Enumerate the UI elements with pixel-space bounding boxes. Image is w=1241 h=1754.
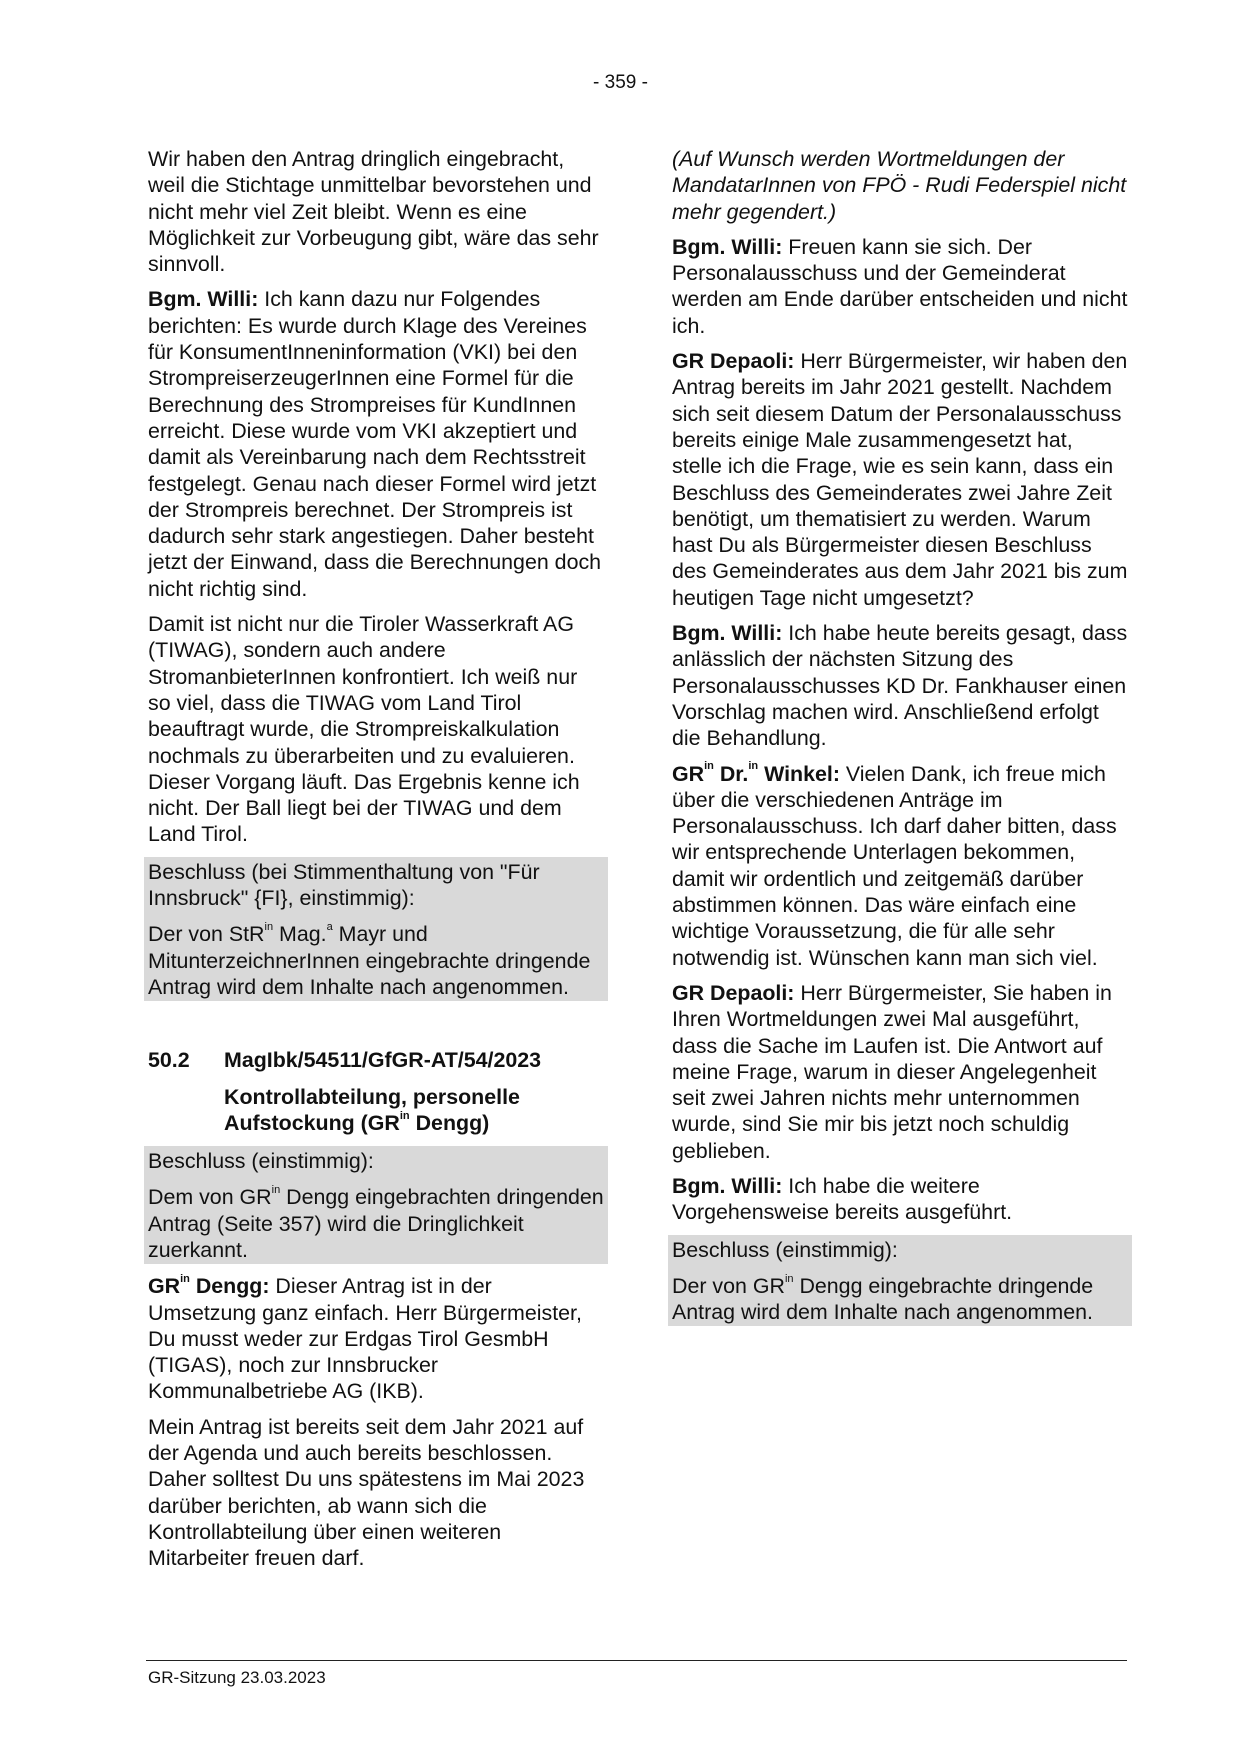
- speaker-name: Bgm. Willi:: [672, 234, 783, 259]
- superscript: in: [264, 921, 274, 934]
- page-number: - 359 -: [593, 72, 648, 93]
- superscript: in: [704, 760, 714, 773]
- resolution-text: [148, 1184, 604, 1263]
- speaker-name: Bgm. Willi:: [672, 1173, 783, 1198]
- agenda-heading: [148, 1047, 604, 1073]
- speech-text: Ich habe heute bereits gesagt, dass anlässlich der nächsten Sitzung des Personalausschusses KD Dr. Fankhauser einen Vorschlag machen wird. Anschließend erfolgt die Behandlung.: [672, 621, 1128, 751]
- paragraph: Wir haben den Antrag dringlich eingebracht, weil die Stichtage unmittelbar bevorstehen und nicht mehr viel Zeit bleibt. Wenn es eine Möglichkeit zur Vorbeugung gibt, wäre das sehr sinnvoll.: [148, 147, 599, 277]
- text-part: Dengg eingebrachten dringenden Antrag (Seite 357) wird die Dringlichkeit zuerkannt.: [148, 1185, 604, 1262]
- text-part: Dr.: [713, 761, 749, 786]
- resolution-text: [672, 1273, 1128, 1326]
- speech-gr-depaoli: [672, 980, 1128, 1164]
- superscript: in: [748, 760, 759, 773]
- resolution-text: [148, 921, 604, 1000]
- superscript: in: [180, 1273, 190, 1286]
- resolution-box: [144, 1146, 608, 1264]
- footer-session-date: GR-Sitzung 23.03.2023: [148, 1668, 326, 1687]
- superscript: in: [784, 1272, 794, 1285]
- superscript: in: [399, 1109, 410, 1122]
- speaker-name: Bgm. Willi:: [148, 287, 259, 312]
- speech-text: Dieser Antrag ist in der Umsetzung ganz einfach. Herr Bürgermeister, Du musst weder zur Erdgas Tirol GesmbH (TIGAS), noch zur Innsbrucker Kommunalbetriebe AG (IKB).: [148, 1274, 582, 1404]
- speech-gr-depaoli: [672, 348, 1128, 611]
- paragraph: Damit ist nicht nur die Tiroler Wasserkraft AG (TIWAG), sondern auch andere StromanbieterInnen konfrontiert. Ich weiß nur so viel, dass die TIWAG vom Land Tirol beauftragt wurde, die Strompreiskalkulation nochmals zu überarbeiten und zu evaluieren. Dieser Vorgang läuft. Das Ergebnis kenne ich nicht. Der Ball liegt bei der TIWAG und dem Land Tirol.: [148, 612, 580, 847]
- resolution-box: [668, 1235, 1132, 1327]
- text-part: Dengg eingebrachte dringende Antrag wird dem Inhalte nach angenommen.: [672, 1273, 1094, 1325]
- speech-gr-winkel: [672, 761, 1128, 971]
- superscript: a: [326, 921, 333, 934]
- resolution-heading: Beschluss (bei Stimmenthaltung von "Für Innsbruck" {FI}, einstimmig):: [148, 859, 540, 911]
- footer-divider: [146, 1660, 1127, 1661]
- resolution-box: [144, 857, 608, 1001]
- agenda-reference: MagIbk/54511/GfGR-AT/54/2023: [224, 1048, 542, 1073]
- agenda-item: [148, 1047, 604, 1136]
- text-part: Kontrollabteilung, personelle Aufstockung (GR: [224, 1084, 520, 1135]
- text-part: GR: [148, 1274, 181, 1299]
- speech-text: Freuen kann sie sich. Der Personalausschuss und der Gemeinderat werden am Ende darüber entscheiden und nicht ich.: [672, 234, 1128, 338]
- speech-bgm-willi: [672, 234, 1128, 339]
- speech-text: Herr Bürgermeister, Sie haben in Ihren Wortmeldungen zwei Mal ausgeführt, dass die Sache im Laufen ist. Die Antwort auf meine Frage, warum in dieser Angelegenheit seit zwei Jahren nichts mehr unternommen wurde, sind Sie mir bis jetzt noch schuldig geblieben.: [672, 980, 1112, 1163]
- text-part: Dem von GR: [148, 1185, 272, 1210]
- speech-gr-dengg: [148, 1273, 604, 1404]
- text-part: Mag.: [273, 922, 327, 947]
- speech-bgm-willi: [148, 286, 604, 602]
- speech-bgm-willi: [672, 1173, 1128, 1226]
- speaker-name: Bgm. Willi:: [672, 621, 783, 646]
- speaker-name: GR Depaoli:: [672, 349, 795, 374]
- text-part: Dengg:: [189, 1274, 270, 1299]
- superscript: in: [271, 1184, 281, 1197]
- text-part: Winkel:: [758, 761, 840, 786]
- right-column: [672, 146, 1128, 1335]
- left-column: [148, 146, 604, 1581]
- speech-text: Ich kann dazu nur Folgendes berichten: Es wurde durch Klage des Vereines für KonsumentInneninformation (VKI) bei den StrompreiserzeugerInnen eine Formel für die Berechnung des Strompreises für KundInnen erreicht. Diese wurde vom VKI akzeptiert und damit als Vereinbarung nach dem Rechtsstreit festgelegt. Genau nach dieser Formel wird jetzt der Strompreis berechnet. Der Strompreis ist dadurch sehr stark angestiegen. Daher besteht jetzt der Einwand, dass die Berechnungen doch nicht richtig sind.: [148, 287, 602, 601]
- speaker-name: [672, 762, 840, 786]
- text-part: Mayr und MitunterzeichnerInnen eingebrachte dringende Antrag wird dem Inhalte nach angenommen.: [148, 922, 591, 999]
- speech-bgm-willi: [672, 620, 1128, 751]
- editorial-note: (Auf Wunsch werden Wortmeldungen der MandatarInnen von FPÖ - Rudi Federspiel nicht mehr gegendert.): [672, 147, 1127, 224]
- text-part: Der von StR: [148, 922, 265, 947]
- resolution-heading: Beschluss (einstimmig):: [672, 1237, 898, 1262]
- resolution-heading: Beschluss (einstimmig):: [148, 1149, 374, 1174]
- text-part: Der von GR: [672, 1273, 785, 1298]
- agenda-title: [224, 1084, 604, 1137]
- paragraph: Mein Antrag ist bereits seit dem Jahr 2021 auf der Agenda und auch bereits beschlossen. Daher solltest Du uns spätestens im Mai 2023 darüber berichten, ab wann sich die Kontrollabteilung über einen weiteren Mitarbeiter freuen darf.: [148, 1414, 585, 1571]
- text-part: Dengg): [409, 1110, 490, 1135]
- speech-text: Ich habe die weitere Vorgehensweise bereits ausgeführt.: [672, 1173, 1013, 1225]
- text-part: GR: [672, 761, 705, 786]
- speaker-name: [148, 1274, 269, 1298]
- speaker-name: GR Depaoli:: [672, 980, 795, 1005]
- speech-text: Vielen Dank, ich freue mich über die verschiedenen Anträge im Personalausschuss. Ich darf daher bitten, dass wir entsprechende Unterlagen bekommen, damit wir ordentlich und zeitgemäß darüber abstimmen können. Das wäre einfach eine wichtige Voraussetzung, die für alle sehr notwendig ist. Wünschen kann man sich viel.: [672, 761, 1117, 970]
- speech-text: Herr Bürgermeister, wir haben den Antrag bereits im Jahr 2021 gestellt. Nachdem sich seit diesem Datum der Personalausschuss bereits einige Male zusammengesetzt hat, stelle ich die Frage, wie es sein kann, dass ein Beschluss des Gemeinderates zwei Jahre Zeit benötigt, um thematisiert zu werden. Warum hast Du als Bürgermeister diesen Beschluss des Gemeinderates aus dem Jahr 2021 bis zum heutigen Tage nicht umgesetzt?: [672, 349, 1128, 610]
- agenda-number: 50.2: [148, 1048, 190, 1073]
